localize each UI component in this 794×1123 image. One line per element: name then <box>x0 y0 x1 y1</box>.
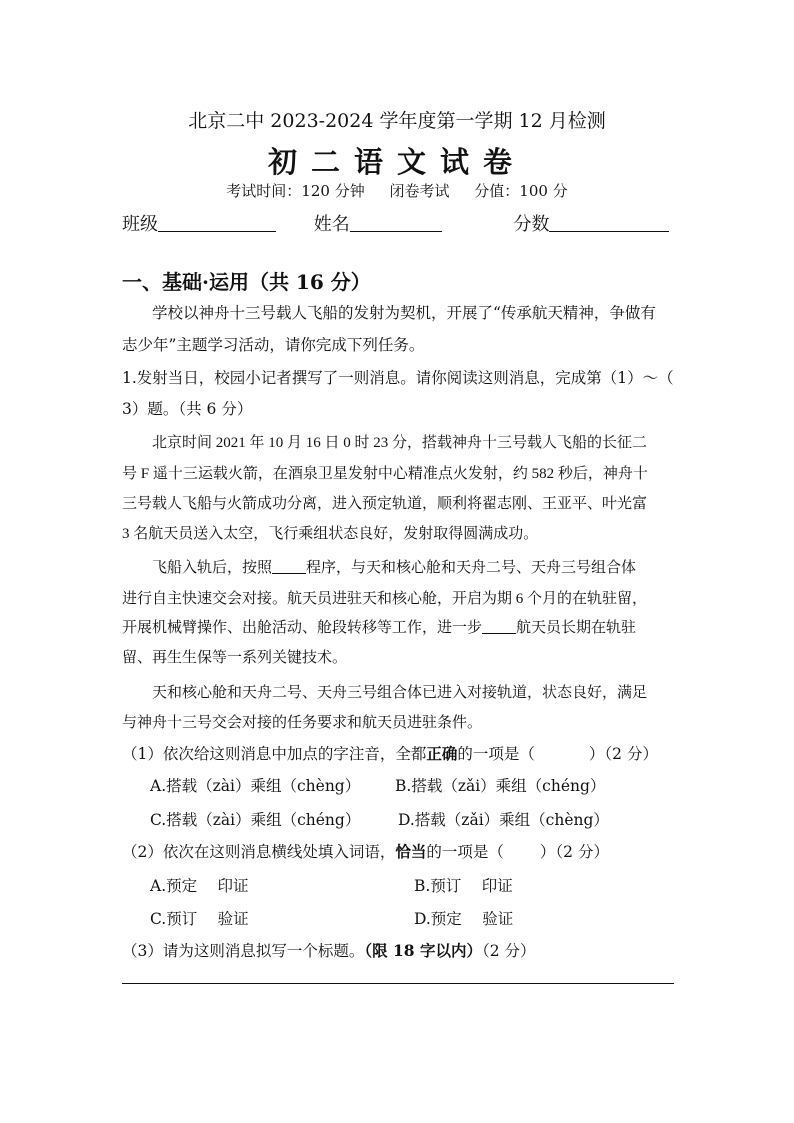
question-1-1-text-2: 的一项是（ <box>457 745 535 763</box>
question-1-line-2: 3）题。（共 6 分） <box>122 400 253 418</box>
question-1-3-points: （2 分） <box>482 942 536 960</box>
article-p2-line-3-a: 开展机械臂操作、出舱活动、舱段转移等工作，进一步 <box>122 620 483 636</box>
article-p3-line-1: 天和核心舱和天舟二号、天舟三号组合体已进入对接轨道，状态良好，满足 <box>152 685 648 701</box>
class-field[interactable] <box>122 210 276 236</box>
class-label: 班级 <box>122 214 158 235</box>
student-info-row <box>122 210 669 236</box>
question-1-3 <box>122 939 536 961</box>
question-1-2-text-2: 的一项是（ <box>426 843 504 861</box>
name-blank[interactable] <box>350 213 442 232</box>
question-1-2-emphasis: 恰当 <box>395 842 427 861</box>
article-p2-line-1-a: 飞船入轨后，按照 <box>152 560 273 576</box>
score-blank[interactable] <box>549 213 669 232</box>
name-label: 姓名 <box>313 214 350 235</box>
page-title: 初二语文试卷 <box>267 145 526 179</box>
option-2-A: A.预定 印证 <box>150 877 249 895</box>
article-p1-line-1: 北京时间 2021 年 10 月 16 日 0 时 23 分，搭载神舟十三号载人飞船的长征二 <box>152 435 648 451</box>
article-p2-line-1 <box>152 556 636 577</box>
question-1-2-text: （2）依次在这则消息横线处填入词语， <box>122 843 396 861</box>
score-field[interactable] <box>513 210 669 236</box>
question-1-1-points: ）（2 分） <box>588 745 658 763</box>
question-1-2 <box>122 840 609 862</box>
article-p1-line-3: 三号载人飞船与火箭成功分离，进入预定轨道，顺利将翟志刚、王亚平、叶光富 <box>122 496 648 512</box>
fill-blank-1[interactable] <box>272 559 306 574</box>
question-1-1-text: （1）依次给这则消息中加点的字注音，全都 <box>122 745 427 763</box>
fill-blank-2[interactable] <box>482 619 516 634</box>
article-p2-line-4: 留、再生生保等一系列关键技术。 <box>122 650 348 666</box>
exam-mode: 闭卷考试 <box>389 182 450 200</box>
exam-time: 考试时间：120 分钟 <box>226 182 365 200</box>
name-field[interactable] <box>314 210 442 236</box>
article-p2-line-3 <box>122 616 636 637</box>
article-p2-line-2: 进行自主快速交会对接。航天员进驻天和核心舱，开启为期 6 个月的在轨驻留， <box>122 591 648 607</box>
section-title: 一、基础·运用（共 16 分） <box>122 270 371 294</box>
article-p1-line-2: 号 F 遥十三运载火箭，在酒泉卫星发射中心精准点火发射，约 582 秒后，神舟十 <box>122 466 648 482</box>
question-1-line-1: 1.发射当日，校园小记者撰写了一则消息。请你阅读这则消息，完成第（1）～（ <box>122 369 674 387</box>
score-label: 分数 <box>513 214 550 235</box>
question-1-1 <box>122 742 658 764</box>
article-p3-line-2: 与神舟十三号交会对接的任务要求和航天员进驻条件。 <box>122 715 483 731</box>
question-1-3-text: （3）请为这则消息拟写一个标题。 <box>122 942 365 960</box>
intro-line-2: 志少年”主题学习活动，请你完成下列任务。 <box>122 336 425 354</box>
option-1-C: C.搭载（zài）乘组（chéng） <box>150 811 361 829</box>
option-2-C: C.预订 验证 <box>150 910 249 928</box>
exam-meta <box>0 180 794 201</box>
question-1-1-emphasis: 正确 <box>426 744 458 763</box>
option-1-A: A.搭载（zài）乘组（chèng） <box>150 777 361 795</box>
article-p1-line-4: 3 名航天员送入太空，飞行乘组状态良好，发射取得圆满成功。 <box>122 526 539 542</box>
option-2-B: B.预订 印证 <box>414 877 513 895</box>
article-p2-line-3-b: 航天员长期在轨驻 <box>516 620 637 636</box>
option-1-B: B.搭载（zǎi）乘组（chéng） <box>395 777 606 795</box>
class-blank[interactable] <box>158 213 276 232</box>
answer-line[interactable] <box>122 983 674 984</box>
exam-score: 分值：100 分 <box>474 182 568 200</box>
intro-line-1: 学校以神舟十三号载人飞船的发射为契机，开展了“传承航天精神，争做有 <box>152 304 656 322</box>
question-1-2-points: ）（2 分） <box>539 843 609 861</box>
option-2-D: D.预定 验证 <box>414 910 514 928</box>
question-1-3-limit: （限 18 字以内） <box>364 941 482 960</box>
article-p2-line-1-b: 程序，与天和核心舱和天舟二号、天舟三号组合体 <box>306 560 637 576</box>
option-1-D: D.搭载（zǎi）乘组（chèng） <box>398 811 609 829</box>
exam-header: 北京二中 2023-2024 学年度第一学期 12 月检测 <box>188 110 606 132</box>
